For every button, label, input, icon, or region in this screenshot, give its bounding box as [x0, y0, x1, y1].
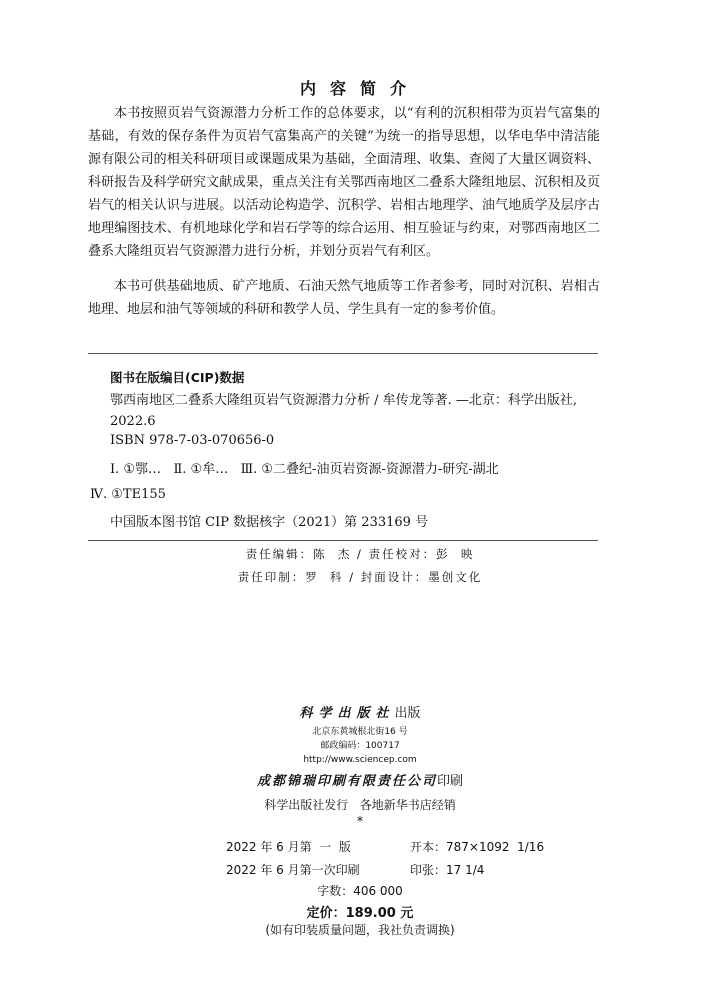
- intro-paragraph-1: 本书按照页岩气资源潜力分析工作的总体要求，以“有利的沉积相带为页岩气富集的基础，有效的保存条件为页岩气富集高产的关键”为统一的指导思想，以华电华中清洁能源有限公司的相关科研项目或课题成果为基础，全面清理、收集、查阅了大量区调资料、科研报告及科学研究文献成果，重点关注有关鄂西南地区二叠系大隆组地层、沉积相及页岩气的相关认识与进展。以活动论构造学、沉积学、岩相古地理学、油气地质学及层序古地理编图技术、有机地球化学和岩石学等的综合运用、相互验证与约束，对鄂西南地区二叠系大隆组页岩气资源潜力进行分析，并划分页岩气有利区。: [88, 106, 600, 259]
- divider-bottom: [88, 540, 598, 541]
- price: 定价：189.00 元: [306, 906, 414, 921]
- print-sheets: 印张：17 1/4: [410, 863, 485, 877]
- cip-classes-line1: Ⅰ. ①鄂… Ⅱ. ①牟… Ⅲ. ①二叠纪-油页岩资源-资源潜力-研究-湖北: [110, 462, 499, 477]
- publisher-url: http://www.sciencep.com: [303, 755, 417, 765]
- quality-note: (如有印装质量问题，我社负责调换): [265, 923, 455, 937]
- publisher-address: 北京东黄城根北街16 号: [312, 727, 408, 737]
- cip-classes-line2: Ⅳ. ①TE155: [90, 487, 166, 502]
- cip-record: 鄂西南地区二叠系大隆组页岩气资源潜力分析 / 牟传龙等著. —北京：科学出版社, 2022.6: [110, 393, 578, 429]
- separator-star: *: [357, 814, 363, 828]
- credits-line-2: 责任印制：罗 科 / 封面设计：墨创文化: [237, 570, 483, 584]
- intro-title: 内容简介: [299, 79, 420, 98]
- printer-name: 成都锦瑞印刷有限责任公司: [256, 774, 437, 789]
- divider-top: [88, 353, 598, 354]
- printer-suffix: 印刷: [437, 774, 464, 789]
- cip-number: 中国版本图书馆 CIP 数据核字（2021）第 233169 号: [110, 515, 429, 530]
- publisher-line: [0, 702, 720, 721]
- intro-paragraph-2: 本书可供基础地质、矿产地质、石油天然气地质等工作者参考，同时对沉积、岩相古地理、地层和油气等领域的科研和教学人员、学生具有一定的参考价值。: [88, 279, 600, 317]
- cip-heading: 图书在版编目(CIP)数据: [110, 370, 245, 385]
- publisher-suffix: 出版: [394, 706, 421, 721]
- edition-format: 开本：787×1092 1/16: [410, 840, 545, 854]
- credits-line-1: 责任编辑：陈 杰 / 责任校对：彭 映: [245, 547, 475, 561]
- publisher-name: 科学出版社: [299, 706, 395, 721]
- printer-line: [0, 770, 720, 789]
- publisher-postcode: 邮政编码：100717: [320, 741, 400, 751]
- edition-date: 2022 年 6 月第 一 版: [226, 840, 351, 854]
- word-count: 字数：406 000: [317, 884, 403, 898]
- print-date: 2022 年 6 月第一次印刷: [226, 863, 360, 877]
- distribution: 科学出版社发行 各地新华书店经销: [264, 798, 456, 812]
- cip-isbn: ISBN 978-7-03-070656-0: [110, 433, 275, 448]
